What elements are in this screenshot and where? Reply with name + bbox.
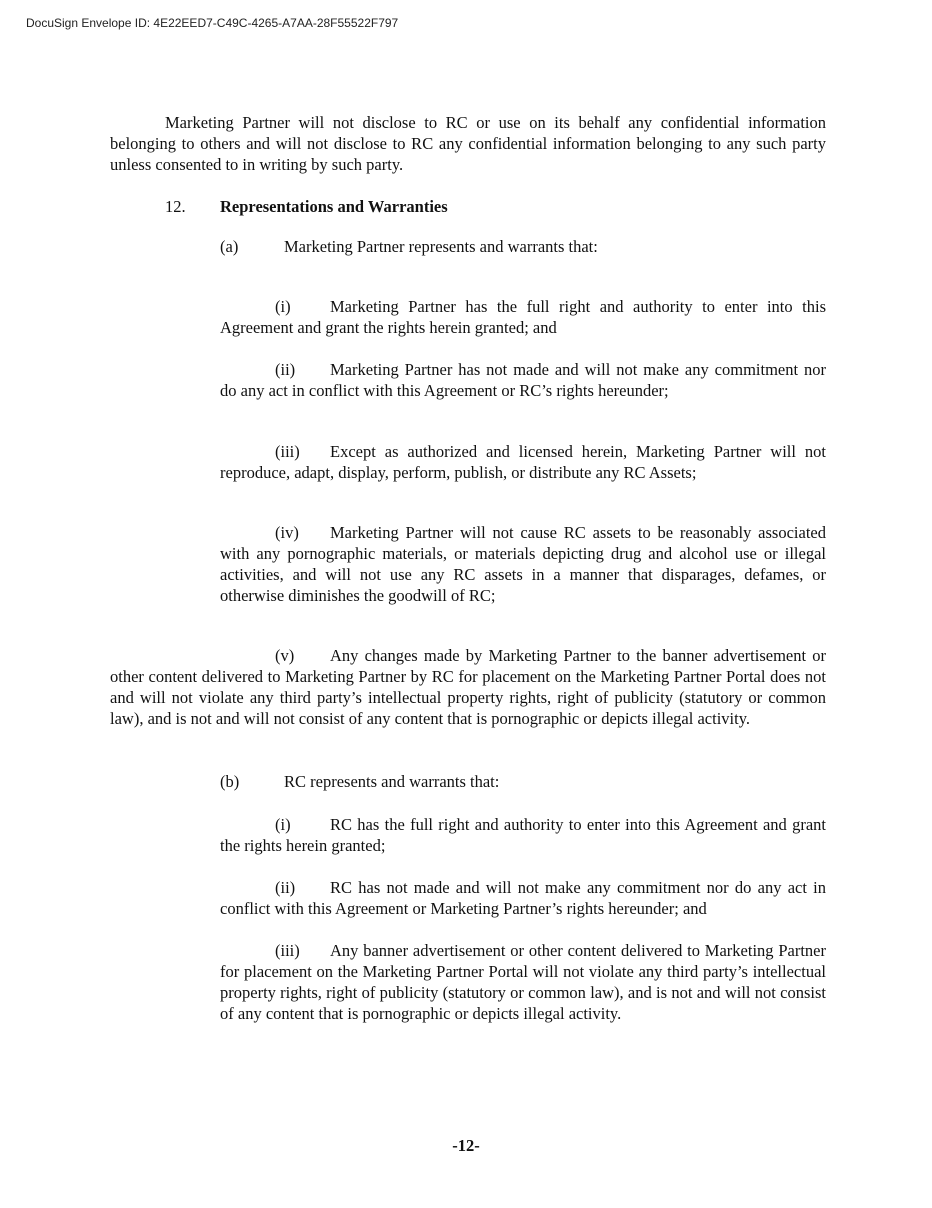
clause-b-item-i — [220, 814, 826, 856]
clause-a-text: Marketing Partner represents and warrants that: — [284, 237, 598, 256]
section-title: Representations and Warranties — [220, 197, 448, 216]
clause-a-item-iv-text: Marketing Partner will not cause RC assets to be reasonably associated with any pornographic materials, or materials depicting drug and alcohol use or illegal activities, and will not use any RC assets in a manner that disparages, defames, or otherwise diminishes the goodwill of RC; — [220, 523, 826, 605]
page-number: -12- — [452, 1136, 480, 1155]
clause-a-item-v — [110, 645, 826, 729]
docusign-envelope-id: DocuSign Envelope ID: 4E22EED7-C49C-4265-A7AA-28F55522F797 — [26, 16, 399, 30]
clause-b-item-iii — [220, 940, 826, 1024]
clause-b-item-i-text: RC has the full right and authority to enter into this Agreement and grant the rights herein granted; — [220, 815, 826, 855]
clause-a-item-i — [220, 296, 826, 338]
confidentiality-paragraph: Marketing Partner will not disclose to RC or use on its behalf any confidential information belonging to others and will not disclose to RC any confidential information belonging to any such party unless consented to in writing by such party. — [110, 113, 826, 174]
clause-a-label: (a) — [220, 237, 239, 256]
section-heading — [165, 196, 448, 217]
clause-a-item-ii-text: Marketing Partner has not made and will not make any commitment nor do any act in conflict with this Agreement or RC’s rights hereunder; — [220, 360, 826, 400]
clause-b — [220, 771, 499, 792]
clause-b-item-ii — [220, 877, 826, 919]
clause-b-item-i-label: (i) — [275, 815, 291, 834]
clause-a-item-ii-label: (ii) — [275, 360, 296, 379]
clause-a-item-iii — [220, 441, 826, 483]
clause-a-item-iii-label: (iii) — [275, 442, 300, 461]
clause-a-item-i-label: (i) — [275, 297, 291, 316]
clause-a-item-v-label: (v) — [275, 646, 295, 665]
clause-a — [220, 236, 598, 257]
clause-b-item-iii-text: Any banner advertisement or other content delivered to Marketing Partner for placement on the Marketing Partner Portal will not violate any third party’s intellectual property rights, right of publicity (statutory or common law), and is not and will not consist of any content that is pornographic or depicts illegal activity. — [220, 941, 826, 1023]
clause-a-item-iv-label: (iv) — [275, 523, 299, 542]
clause-a-item-i-text: Marketing Partner has the full right and authority to enter into this Agreement and grant the rights herein granted; and — [220, 297, 826, 337]
clause-a-item-iv — [220, 522, 826, 606]
clause-b-item-ii-label: (ii) — [275, 878, 296, 897]
clause-b-item-ii-text: RC has not made and will not make any commitment nor do any act in conflict with this Agreement or Marketing Partner’s rights hereunder; and — [220, 878, 826, 918]
clause-a-item-ii — [220, 359, 826, 401]
clause-b-text: RC represents and warrants that: — [284, 772, 500, 791]
clause-b-item-iii-label: (iii) — [275, 941, 300, 960]
section-number: 12. — [165, 197, 186, 216]
clause-a-item-iii-text: Except as authorized and licensed herein, Marketing Partner will not reproduce, adapt, display, perform, publish, or distribute any RC Assets; — [220, 442, 826, 482]
clause-b-label: (b) — [220, 772, 240, 791]
clause-a-item-v-text: Any changes made by Marketing Partner to the banner advertisement or other content delivered to Marketing Partner by RC for placement on the Marketing Partner Portal does not and will not violate any third party’s intellectual property rights, right of publicity (statutory or common law), and is not and will not consist of any content that is pornographic or depicts illegal activity. — [110, 646, 826, 728]
